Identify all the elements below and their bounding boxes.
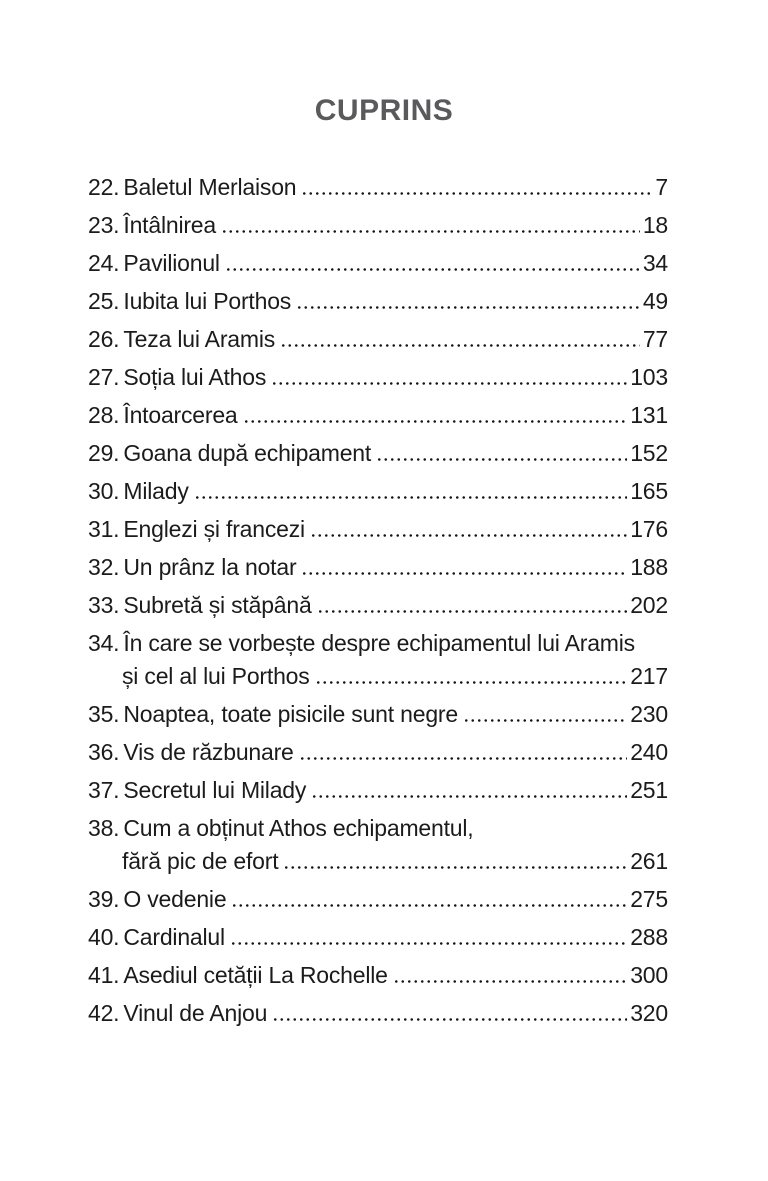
chapter-number: 36.: [88, 739, 120, 765]
chapter-title: Întoarcerea: [123, 402, 238, 428]
page-number: 261: [630, 848, 668, 874]
chapter-title: Subretă și stăpână: [123, 592, 312, 618]
dot-leader: [463, 718, 627, 723]
toc-entry-line: [88, 250, 668, 276]
toc-entry: [88, 364, 668, 390]
page-number: 300: [630, 962, 668, 988]
chapter-number: 39.: [88, 886, 120, 912]
chapter-number: 41.: [88, 962, 120, 988]
chapter-title: Secretul lui Milady: [123, 777, 307, 803]
page-number: 230: [630, 701, 668, 727]
page-number: 49: [642, 288, 668, 314]
toc-entry-line: [88, 1000, 668, 1026]
chapter-number: 28.: [88, 402, 120, 428]
toc-entry-line: [88, 924, 668, 950]
chapter-number: 37.: [88, 777, 120, 803]
toc-entry: [88, 1000, 668, 1026]
toc-entry-line: [88, 701, 668, 727]
dot-leader: [243, 419, 628, 424]
toc-entry-line: [88, 739, 668, 765]
page-number: 18: [642, 212, 668, 238]
chapter-title: Milady: [123, 478, 189, 504]
page-number: 34: [642, 250, 668, 276]
chapter-title: Vinul de Anjou: [123, 1000, 268, 1026]
toc-entry-line: [88, 364, 668, 390]
chapter-number: 34.: [88, 630, 120, 656]
toc-entry: [88, 592, 668, 618]
page-number: 103: [630, 364, 668, 390]
page-number: 188: [630, 554, 668, 580]
chapter-number: 25.: [88, 288, 120, 314]
toc-entry: [88, 886, 668, 912]
toc-entry-line: [88, 777, 668, 803]
dot-leader: [393, 979, 627, 984]
toc-entry-line: [88, 326, 668, 352]
dot-leader: [225, 267, 640, 272]
toc-entry-line: [88, 212, 668, 238]
dot-leader: [280, 343, 640, 348]
page-number: 217: [630, 663, 668, 689]
page-number: 202: [630, 592, 668, 618]
chapter-number: 38.: [88, 815, 120, 841]
chapter-title: Goana după echipament: [123, 440, 372, 466]
dot-leader: [301, 191, 652, 196]
chapter-title: Vis de răzbunare: [123, 739, 294, 765]
page-number: 288: [630, 924, 668, 950]
dot-leader: [272, 1017, 627, 1022]
chapter-number: 35.: [88, 701, 120, 727]
dot-leader: [296, 305, 640, 310]
toc-entry-line: [88, 440, 668, 466]
dot-leader: [194, 495, 628, 500]
chapter-title: O vedenie: [123, 886, 227, 912]
chapter-title: Un prânz la notar: [123, 554, 297, 580]
toc-entry: [88, 478, 668, 504]
page-number: 240: [630, 739, 668, 765]
dot-leader: [311, 794, 627, 799]
toc-entry: [88, 212, 668, 238]
toc-entry-line: [88, 478, 668, 504]
dot-leader: [230, 941, 627, 946]
dot-leader: [231, 903, 627, 908]
chapter-number: 32.: [88, 554, 120, 580]
chapter-title-continued: fără pic de efort: [122, 848, 279, 874]
chapter-number: 23.: [88, 212, 120, 238]
toc-list: [0, 174, 768, 1026]
page-number: 275: [630, 886, 668, 912]
page-number: 165: [630, 478, 668, 504]
toc-entry: [88, 815, 668, 874]
chapter-title: Iubita lui Porthos: [123, 288, 292, 314]
toc-entry: [88, 516, 668, 542]
toc-entry-line2: [88, 663, 668, 689]
dot-leader: [376, 457, 627, 462]
chapter-number: 30.: [88, 478, 120, 504]
chapter-title: Pavilionul: [123, 250, 220, 276]
toc-entry: [88, 701, 668, 727]
toc-entry: [88, 402, 668, 428]
chapter-title: Soția lui Athos: [123, 364, 267, 390]
page-number: 320: [630, 1000, 668, 1026]
toc-entry-line: [88, 516, 668, 542]
toc-entry: [88, 630, 668, 689]
chapter-number: 26.: [88, 326, 120, 352]
toc-entry: [88, 962, 668, 988]
toc-entry: [88, 924, 668, 950]
chapter-title: Cardinalul: [123, 924, 225, 950]
chapter-number: 31.: [88, 516, 120, 542]
dot-leader: [299, 756, 628, 761]
page-number: 77: [642, 326, 668, 352]
chapter-number: 33.: [88, 592, 120, 618]
page-title: CUPRINS: [314, 94, 454, 127]
chapter-number: 42.: [88, 1000, 120, 1026]
toc-entry-line1: [88, 630, 668, 656]
toc-entry: [88, 326, 668, 352]
chapter-title: Baletul Merlaison: [123, 174, 297, 200]
dot-leader: [271, 381, 627, 386]
dot-leader: [317, 609, 628, 614]
chapter-title: În care se vorbește despre echipamentul lui Aramis: [123, 630, 635, 656]
toc-entry: [88, 250, 668, 276]
toc-entry-line: [88, 962, 668, 988]
toc-entry-line: [88, 592, 668, 618]
toc-entry: [88, 288, 668, 314]
toc-entry: [88, 174, 668, 200]
chapter-title: Teza lui Aramis: [123, 326, 276, 352]
toc-entry: [88, 777, 668, 803]
dot-leader: [283, 865, 627, 870]
chapter-number: 29.: [88, 440, 120, 466]
chapter-title: Noaptea, toate pisicile sunt negre: [123, 701, 458, 727]
page-number: 131: [630, 402, 668, 428]
chapter-number: 24.: [88, 250, 120, 276]
chapter-title-continued: și cel al lui Porthos: [122, 663, 310, 689]
toc-entry-line: [88, 288, 668, 314]
page-number: 251: [630, 777, 668, 803]
chapter-title: Cum a obținut Athos echipamentul,: [123, 815, 474, 841]
chapter-number: 27.: [88, 364, 120, 390]
chapter-title: Asediul cetății La Rochelle: [123, 962, 388, 988]
toc-entry: [88, 739, 668, 765]
toc-entry-line: [88, 402, 668, 428]
toc-entry-line: [88, 554, 668, 580]
toc-entry-line2: [88, 848, 668, 874]
chapter-title: Englezi și francezi: [123, 516, 305, 542]
chapter-number: 22.: [88, 174, 120, 200]
toc-entry: [88, 554, 668, 580]
dot-leader: [301, 571, 627, 576]
toc-entry: [88, 440, 668, 466]
dot-leader: [310, 533, 627, 538]
page-number: 176: [630, 516, 668, 542]
dot-leader: [221, 229, 640, 234]
dot-leader: [315, 680, 628, 685]
toc-entry-line: [88, 174, 668, 200]
toc-entry-line1: [88, 815, 668, 841]
page-number: 152: [630, 440, 668, 466]
toc-entry-line: [88, 886, 668, 912]
page-number: 7: [655, 174, 668, 200]
chapter-title: Întâlnirea: [123, 212, 216, 238]
chapter-number: 40.: [88, 924, 120, 950]
